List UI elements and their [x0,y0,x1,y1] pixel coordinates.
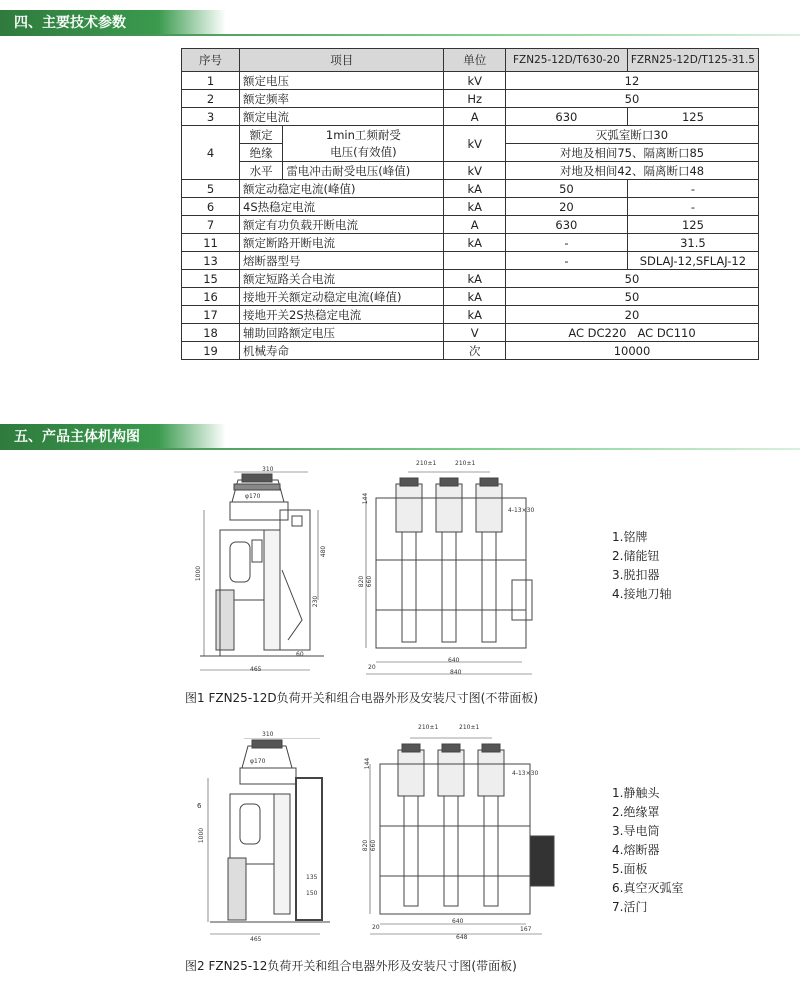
dim-135: 135 [306,874,318,881]
legend-item: 7.活门 [612,900,648,914]
dim-660: 660 [366,575,374,588]
table-row [182,216,759,234]
dim-20: 20 [372,924,380,931]
cell-value-2: 125 [627,108,758,126]
cell-group: 额定 [240,126,283,144]
cell-sub-line2: 电压(有效值) [330,144,397,159]
cell-value-2: - [627,198,758,216]
cell-unit: A [444,108,506,126]
cell-value-1: 20 [505,198,627,216]
dim-640: 640 [448,657,460,664]
cell-value-1: - [505,234,627,252]
figure1-front-view [362,470,542,680]
spec-table [181,48,759,360]
cell-unit: kA [444,180,506,198]
cell-value: 20 [505,306,758,324]
insulator-pole [438,744,464,906]
table-row [182,108,759,126]
figure2-caption: 图2 FZN25-12负荷开关和组合电器外形及安装尺寸图(带面板) [185,959,517,973]
figure2-front-view [366,736,566,940]
cell-item: 接地开关2S热稳定电流 [240,306,444,324]
figure1-caption: 图1 FZN25-12D负荷开关和组合电器外形及安装尺寸图(不带面板) [185,691,539,705]
cell-group: 水平 [240,162,283,180]
cell-sub [283,126,444,162]
cell-item: 额定动稳定电流(峰值) [240,180,444,198]
dim-210-b: 210±1 [459,724,480,731]
section-title: 四、主要技术参数 [0,10,226,36]
table-row [182,342,759,360]
cell-value: AC DC220 AC DC110 [505,324,758,342]
table-row [182,252,759,270]
cell-no: 5 [182,180,240,198]
legend-item: 3.导电筒 [612,824,660,838]
cell-no: 2 [182,90,240,108]
cell-no: 3 [182,108,240,126]
dim-1000: 1000 [198,827,206,844]
cell-no: 18 [182,324,240,342]
dim-150: 150 [306,890,318,897]
cell-unit: kA [444,288,506,306]
table-header-row [182,49,759,72]
cell-no: 6 [182,198,240,216]
figure2-side-view [200,738,340,938]
cell-no: 11 [182,234,240,252]
cell-no: 15 [182,270,240,288]
cell-unit: kV [444,126,506,162]
dim-820: 820 [362,839,370,852]
dim-210-b: 210±1 [455,460,476,467]
legend-item: 1.铭牌 [612,530,648,544]
table-row [182,324,759,342]
header-item: 项目 [240,49,444,72]
dim-310: 310 [262,466,274,473]
cell-group: 绝缘 [240,144,283,162]
cell-no: 16 [182,288,240,306]
cell-value-2: - [627,180,758,198]
dim-648: 648 [456,934,468,941]
legend-item: 1.静触头 [612,786,660,800]
dim-310: 310 [262,731,274,738]
legend-item: 2.储能钮 [612,549,660,563]
cell-item: 额定频率 [240,90,444,108]
cell-value-1: 630 [505,216,627,234]
cell-unit: kV [444,162,506,180]
dim-840: 840 [450,669,462,676]
cell-no: 17 [182,306,240,324]
section-underline [0,34,800,36]
dim-1000: 1000 [195,565,203,582]
dim-230: 230 [312,595,320,608]
dim-144: 144 [364,757,372,770]
cell-unit: kA [444,198,506,216]
section-header-specs [0,10,800,36]
dimension-lines [208,738,320,934]
cell-value-1: - [505,252,627,270]
header-unit: 单位 [444,49,506,72]
cell-no: 1 [182,72,240,90]
cell-item: 4S热稳定电流 [240,198,444,216]
dim-210-a: 210±1 [416,460,437,467]
table-row [182,72,759,90]
cell-unit: A [444,216,506,234]
cell-item: 机械寿命 [240,342,444,360]
cell-no: 7 [182,216,240,234]
dim-phi170: φ170 [245,493,261,500]
legend-item: 4.接地刀轴 [612,587,672,601]
table-row [182,162,759,180]
dim-144: 144 [362,492,370,505]
header-col1: FZN25-12D/T630-20 [505,49,627,72]
cell-item: 额定电压 [240,72,444,90]
cell-value: 10000 [505,342,758,360]
table-row [182,90,759,108]
section-header-structure [0,424,800,450]
cell-item: 接地开关额定动稳定电流(峰值) [240,288,444,306]
insulator-pole [478,744,504,906]
cell-unit: kA [444,270,506,288]
table-row [182,198,759,216]
table-row [182,126,759,144]
cell-item: 额定短路关合电流 [240,270,444,288]
insulator-pole [398,744,424,906]
table-row [182,288,759,306]
dim-465: 465 [250,936,262,943]
legend-item: 6.真空灭弧室 [612,881,684,895]
cell-item: 额定有功负载开断电流 [240,216,444,234]
cell-sub: 雷电冲击耐受电压(峰值) [283,162,444,180]
table-row [182,234,759,252]
figure1-side-view [190,470,340,680]
cell-value: 对地及相间42、隔离断口48 [505,162,758,180]
figure1-legend [612,528,671,604]
dim-60: 60 [296,651,304,658]
table-row [182,306,759,324]
legend-item: 4.熔断器 [612,843,660,857]
dim-hole: 4-13×30 [508,507,535,514]
cell-value: 50 [505,90,758,108]
legend-item: 2.绝缘罩 [612,805,660,819]
cell-unit: 次 [444,342,506,360]
cell-item: 额定断路开断电流 [240,234,444,252]
dim-hole: 4-13×30 [512,770,539,777]
legend-item: 5.面板 [612,862,648,876]
table-row [182,270,759,288]
cell-value: 50 [505,270,758,288]
cell-unit [444,252,506,270]
cell-value: 对地及相间75、隔离断口85 [505,144,758,162]
dim-phi170: φ170 [250,758,266,765]
dim-820: 820 [358,575,366,588]
cell-item: 辅助回路额定电压 [240,324,444,342]
dim-480: 480 [320,545,328,558]
dim-465: 465 [250,666,262,673]
figure2-legend [612,784,683,917]
legend-item: 3.脱扣器 [612,568,660,582]
cell-no: 4 [182,126,240,180]
cell-no: 19 [182,342,240,360]
cell-unit: Hz [444,90,506,108]
cell-unit: kA [444,234,506,252]
cell-value: 50 [505,288,758,306]
cell-value-1: 630 [505,108,627,126]
dim-210-a: 210±1 [418,724,439,731]
cell-value-1: 50 [505,180,627,198]
header-no: 序号 [182,49,240,72]
cell-unit: kV [444,72,506,90]
section-underline [0,448,800,450]
side-view-drawing [200,474,324,656]
cell-item: 熔断器型号 [240,252,444,270]
cell-item: 额定电流 [240,108,444,126]
cell-unit: kA [444,306,506,324]
header-col2: FZRN25-12D/T125-31.5 [627,49,758,72]
table-row [182,180,759,198]
cell-value: 灭弧室断口30 [505,126,758,144]
cell-unit: V [444,324,506,342]
cell-no: 13 [182,252,240,270]
front-view-drawing [376,478,535,648]
cell-value: 12 [505,72,758,90]
dim-20: 20 [368,664,376,671]
dim-640: 640 [452,918,464,925]
section-title: 五、产品主体机构图 [0,424,226,450]
callout-6: 6 [197,802,202,810]
dim-660: 660 [370,839,378,852]
cell-sub-line1: 1min工频耐受 [325,127,401,142]
cell-value-2: SDLAJ-12,SFLAJ-12 [627,252,758,270]
cell-value-2: 125 [627,216,758,234]
cell-value-2: 31.5 [627,234,758,252]
dim-167: 167 [520,926,532,933]
